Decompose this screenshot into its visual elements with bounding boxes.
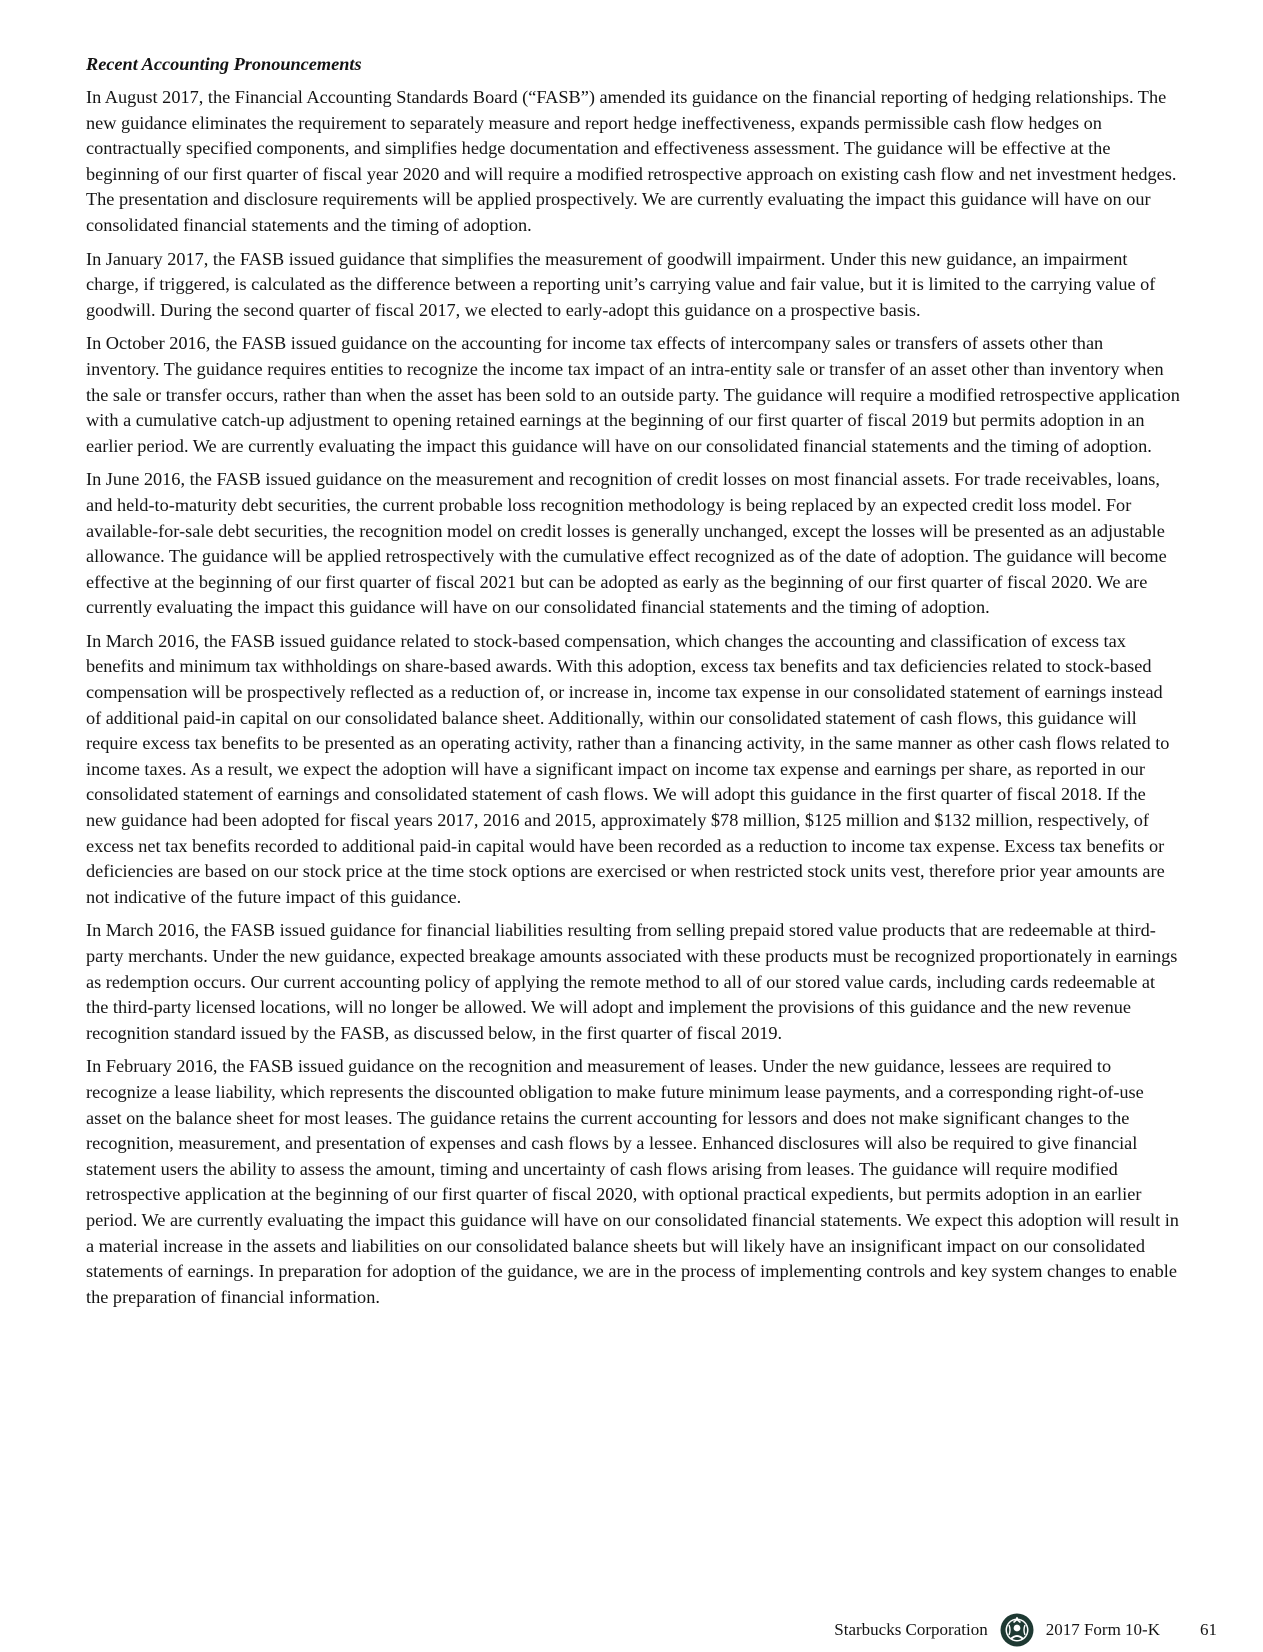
page-footer bbox=[834, 1610, 1217, 1650]
paragraph-income-tax: In October 2016, the FASB issued guidance on the accounting for income tax effects of intercompany sales or transfers of assets other than inventory. The guidance requires entities to recognize the income tax impact of an intra-entity sale or transfer of an asset other than inventory when the sale or transfer occurs, rather than when the asset has been sold to an outside party. The guidance will require a modified retrospective application with a cumulative catch-up adjustment to opening retained earnings at the beginning of our first quarter of fiscal 2019 but permits adoption in an earlier period. We are currently evaluating the impact this guidance will have on our consolidated financial statements and the timing of adoption. bbox=[86, 333, 1180, 456]
paragraph-stock-compensation: In March 2016, the FASB issued guidance related to stock-based compensation, which changes the accounting and classification of excess tax benefits and minimum tax withholdings on share-based awards. With this adoption, excess tax benefits and tax deficiencies related to stock-based compensation will be prospectively reflected as a reduction of, or increase in, income tax expense in our consolidated statement of earnings instead of additional paid-in capital on our consolidated balance sheet. Additionally, within our consolidated statement of cash flows, this guidance will require excess tax benefits to be presented as an operating activity, rather than a financing activity, in the same manner as other cash flows related to income taxes. As a result, we expect the adoption will have a significant impact on income tax expense and earnings per share, as reported in our consolidated statement of earnings and consolidated statement of cash flows. We will adopt this guidance in the first quarter of fiscal 2018. If the new guidance had been adopted for fiscal years 2017, 2016 and 2015, approximately $78 million, $125 million and $132 million, respectively, of excess net tax benefits recorded to additional paid-in capital would have been recorded as a reduction to income tax expense. Excess tax benefits or deficiencies are based on our stock price at the time stock options are exercised or when restricted stock units vest, therefore prior year amounts are not indicative of the future impact of this guidance. bbox=[86, 630, 1170, 907]
section-title: Recent Accounting Pronouncements bbox=[86, 54, 362, 74]
document-page bbox=[86, 52, 1180, 1318]
paragraph-leases: In February 2016, the FASB issued guidance on the recognition and measurement of leases. Under the new guidance, lessees are required to recognize a lease liability, which represents the discounted obligation to make future minimum lease payments, and a corresponding right-of-use asset on the balance sheet for most leases. The guidance retains the current accounting for lessors and does not make significant changes to the recognition, measurement, and presentation of expenses and cash flows by a lessee. Enhanced disclosures will also be required to give financial statement users the ability to assess the amount, timing and uncertainty of cash flows arising from leases. The guidance will require modified retrospective application at the beginning of our first quarter of fiscal 2020, with optional practical expedients, but permits adoption in an earlier period. We are currently evaluating the impact this guidance will have on our consolidated financial statements. We expect this adoption will result in a material increase in the assets and liabilities on our consolidated balance sheets but will likely have an insignificant impact on our consolidated statements of earnings. In preparation for adoption of the guidance, we are in the process of implementing controls and key system changes to enable the preparation of financial information. bbox=[86, 1056, 1179, 1307]
paragraph-goodwill: In January 2017, the FASB issued guidance that simplifies the measurement of goodwill impairment. Under this new guidance, an impairment charge, if triggered, is calculated as the difference between a reporting unit’s carrying value and fair value, but it is limited to the carrying value of goodwill. During the second quarter of fiscal 2017, we elected to early-adopt this guidance on a prospective basis. bbox=[86, 248, 1156, 320]
paragraph-credit-losses: In June 2016, the FASB issued guidance on the measurement and recognition of credit losses on most financial assets. For trade receivables, loans, and held-to-maturity debt securities, the current probable loss recognition methodology is being replaced by an expected credit loss model. For available-for-sale debt securities, the recognition model on credit losses is generally unchanged, except the losses will be presented as an adjustable allowance. The guidance will be applied retrospectively with the cumulative effect recognized as of the date of adoption. The guidance will become effective at the beginning of our first quarter of fiscal 2021 but can be adopted as early as the beginning of our first quarter of fiscal 2020. We are currently evaluating the impact this guidance will have on our consolidated financial statements and the timing of adoption. bbox=[86, 469, 1167, 618]
footer-form: 2017 Form 10-K bbox=[1045, 1620, 1160, 1639]
starbucks-logo-icon bbox=[1000, 1613, 1034, 1647]
page-number: 61 bbox=[1200, 1620, 1217, 1639]
paragraph-stored-value: In March 2016, the FASB issued guidance for financial liabilities resulting from selling prepaid stored value products that are redeemable at third-party merchants. Under the new guidance, expected breakage amounts associated with these products must be recognized proportionately in earnings as redemption occurs. Our current accounting policy of applying the remote method to all of our stored value cards, including cards redeemable at the third-party licensed locations, will no longer be allowed. We will adopt and implement the provisions of this guidance and the new revenue recognition standard issued by the FASB, as discussed below, in the first quarter of fiscal 2019. bbox=[86, 920, 1178, 1043]
paragraph-hedging: In August 2017, the Financial Accounting Standards Board (“FASB”) amended its guidance on the financial reporting of hedging relationships. The new guidance eliminates the requirement to separately measure and report hedge ineffectiveness, expands permissible cash flow hedges on contractually specified components, and simplifies hedge documentation and effectiveness assessment. The guidance will be effective at the beginning of our first quarter of fiscal year 2020 and will require a modified retrospective approach on existing cash flow and net investment hedges. The presentation and disclosure requirements will be applied prospectively. We are currently evaluating the impact this guidance will have on our consolidated financial statements and the timing of adoption. bbox=[86, 87, 1177, 235]
footer-company: Starbucks Corporation bbox=[834, 1620, 988, 1639]
